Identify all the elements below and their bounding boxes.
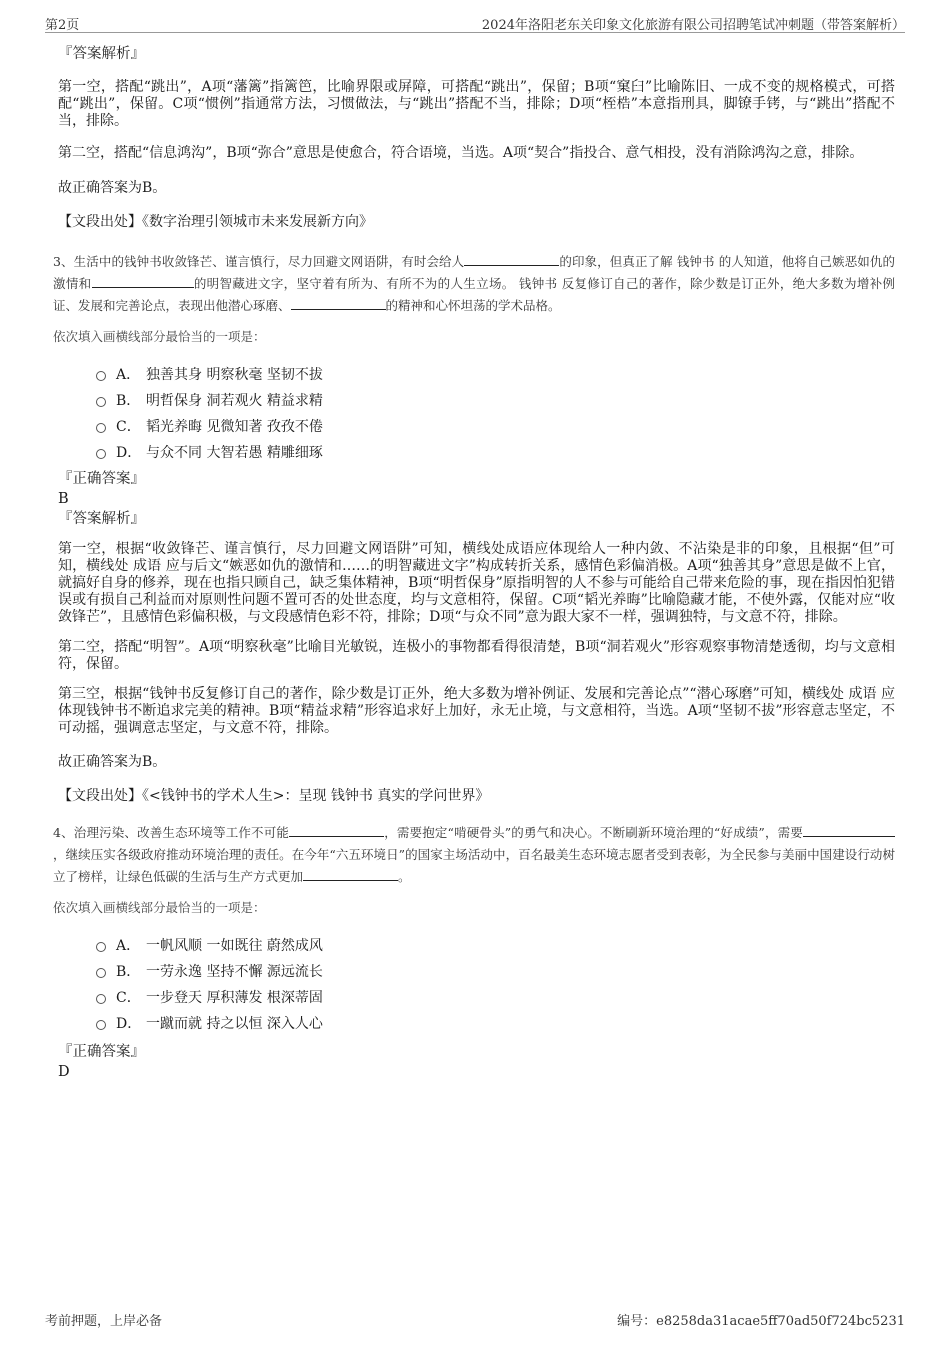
- blank-1: [289, 824, 384, 837]
- document-title: 2024年洛阳老东关印象文化旅游有限公司招聘笔试冲刺题（带答案解析）: [481, 18, 905, 33]
- blank-2: [92, 275, 194, 288]
- blank-2: [803, 824, 895, 837]
- blank-3: [303, 868, 398, 881]
- conclusion: 故正确答案为B。: [58, 754, 167, 770]
- analysis-paragraph: 第二空，搭配“明智”。A项“明察秋毫”比喻目光敏锐，连极小的事物都看得很清楚，B项“洞若观火”形容观察事物清楚透彻，均与文意相符，保留。: [58, 639, 895, 672]
- option-c[interactable]: C． 一步登天 厚积薄发 根深蒂固: [96, 984, 895, 1010]
- option-d[interactable]: D． 一蹴而就 持之以恒 深入人心: [96, 1010, 895, 1036]
- radio-icon[interactable]: [96, 968, 106, 978]
- correct-answer-label: 『正确答案』: [58, 1044, 145, 1060]
- analysis-paragraph: 第一空，搭配“跳出”，A项“藩篱”指篱笆，比喻界限或屏障，可搭配“跳出”，保留；B项“窠臼”比喻陈旧、一成不变的规格模式，可搭配“跳出”，保留。C项“惯例”指通常方法，习惯做法，与“跳出”搭配不当，排除；D项“桎梏”本意指刑具，脚镣手铐，与“跳出”搭配不当，排除。: [58, 79, 895, 129]
- radio-icon[interactable]: [96, 942, 106, 952]
- option-c[interactable]: C． 韬光养晦 见微知著 孜孜不倦: [96, 413, 895, 439]
- source-citation: 【文段出处】《数字治理引领城市未来发展新方向》: [58, 214, 373, 230]
- question-3-options: [96, 361, 895, 465]
- correct-answer-label: 『正确答案』: [58, 471, 145, 487]
- document-id: 编号：e8258da31acae5ff70ad50f724bc5231: [617, 1314, 905, 1329]
- question-prompt: 依次填入画横线部分最恰当的一项是：: [53, 329, 266, 344]
- correct-answer: D: [58, 1064, 70, 1080]
- option-d[interactable]: D． 与众不同 大智若愚 精雕细琢: [96, 439, 895, 465]
- analysis-paragraph: 第三空，根据“钱钟书反复修订自己的著作，除少数是订正外，绝大多数为增补例证、发展和完善论点”“潜心琢磨”可知，横线处 成语 应体现钱钟书不断追求完美的精神。B项“精益求精”形容追求好上加好，永无止境，与文意相符，当选。A项“坚韧不拔”形容意志坚定，不可动摇，强调意志坚定，与文意不符，排除。: [58, 686, 895, 736]
- footer-slogan: 考前押题，上岸必备: [45, 1314, 163, 1329]
- radio-icon[interactable]: [96, 423, 106, 433]
- question-prompt: 依次填入画横线部分最恰当的一项是：: [53, 900, 266, 915]
- page-number: 第2页: [45, 18, 80, 33]
- conclusion: 故正确答案为B。: [58, 180, 167, 196]
- option-b[interactable]: B． 一劳永逸 坚持不懈 源远流长: [96, 958, 895, 984]
- blank-3: [291, 297, 386, 310]
- main-content: [53, 44, 895, 1082]
- option-a[interactable]: A． 独善其身 明察秋毫 坚韧不拔: [96, 361, 895, 387]
- question-4-stem: 4、治理污染、改善生态环境等工作不可能 ，需要抱定“啃硬骨头”的勇气和决心。不断刷新环境治理的“好成绩”，需要，继续压实各级政府推动环境治理的责任。在今年“六五环境日”的国家主场活动中，百名最美生态环境志愿者受到表彰，为全民参与美丽中国建设行动树立了榜样，让绿色低碳的生活与生产方式更加 。: [53, 825, 895, 884]
- analysis-paragraph: 第一空，根据“收敛锋芒、谨言慎行，尽力回避文网语阱”可知，横线处成语应体现给人一种内敛、不沾染是非的印象，且根据“但”可知，横线处 成语 应与后文“嫉恶如仇的激情和……的明智藏进文字”构成转折关系，感情色彩偏消极。A项“独善其身”意思是做不上官，就搞好自身的修养，现在也指只顾自己，缺乏集体精神，B项“明哲保身”原指明智的人不参与可能给自己带来危险的事，现在指因怕犯错误或有损自己利益而对原则性问题不置可否的处世态度，均与文意相符，保留。C项“韬光养晦”比喻隐藏才能，不使外露，仅能对应“收敛锋芒”，且感情色彩偏积极，与文段感情色彩不符，排除；D项“与众不同”意为跟大家不一样，强调独特，与文意不符，排除。: [58, 541, 895, 625]
- correct-answer: B: [58, 491, 69, 507]
- question-3-stem: 3、生活中的钱钟书收敛锋芒、谨言慎行，尽力回避文网语阱，有时会给人 的印象，但真正了解 钱钟书 的人知道，他将自己嫉恶如仇的激情和 的明智藏进文字，坚守着有所为、有所不为的人生立场。 钱钟书 反复修订自己的著作，除少数是订正外，绝大多数为增补例证、发展和完善论点，表现出他潜心琢磨、 的精神和心怀坦荡的学术品格。: [53, 254, 895, 313]
- radio-icon[interactable]: [96, 994, 106, 1004]
- radio-icon[interactable]: [96, 1020, 106, 1030]
- question-4-options: [96, 932, 895, 1036]
- radio-icon[interactable]: [96, 449, 106, 459]
- radio-icon[interactable]: [96, 397, 106, 407]
- analysis-label: 『答案解析』: [58, 511, 145, 527]
- analysis-paragraph: 第二空，搭配“信息鸿沟”，B项“弥合”意思是使愈合，符合语境，当选。A项“契合”指投合、意气相投，没有消除鸿沟之意，排除。: [58, 145, 864, 161]
- option-b[interactable]: B． 明哲保身 洞若观火 精益求精: [96, 387, 895, 413]
- radio-icon[interactable]: [96, 371, 106, 381]
- source-citation: 【文段出处】《<钱钟书的学术人生>：呈现 钱钟书 真实的学问世界》: [58, 788, 490, 804]
- option-a[interactable]: A． 一帆风顺 一如既往 蔚然成风: [96, 932, 895, 958]
- analysis-label: 『答案解析』: [58, 46, 145, 62]
- blank-1: [464, 253, 559, 266]
- page-header: [45, 12, 905, 33]
